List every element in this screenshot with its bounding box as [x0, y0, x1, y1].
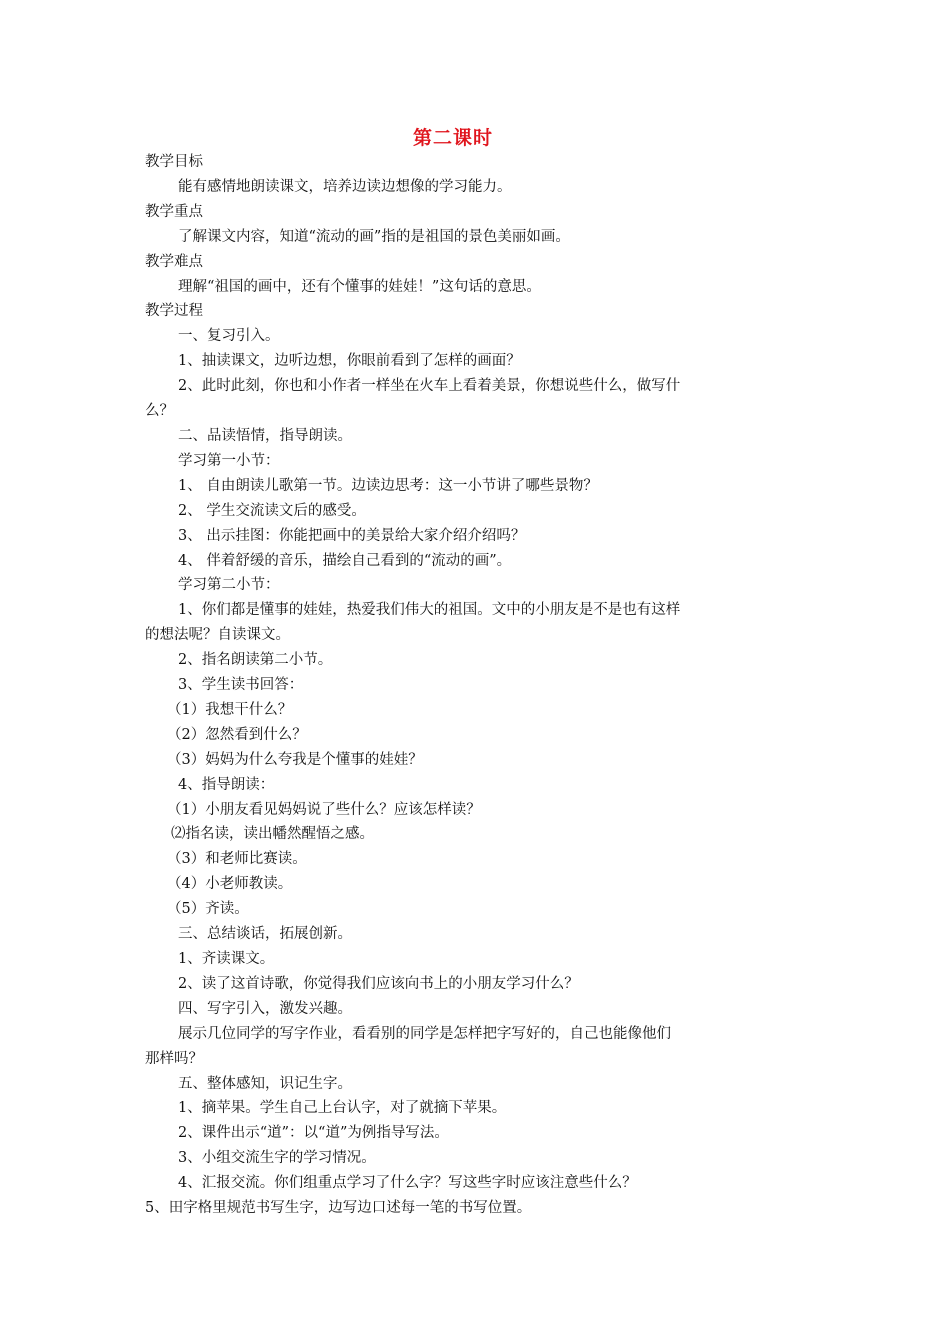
text-line: 四、写字引入，激发兴趣。 — [178, 1000, 352, 1017]
text-line: 1、 自由朗读儿歌第一节。边读边思考：这一小节讲了哪些景物？ — [178, 477, 598, 494]
text-line: 的想法呢？自读课文。 — [145, 627, 290, 644]
text-line: 么？ — [145, 403, 174, 420]
text-line: 一、复习引入。 — [178, 328, 280, 345]
text-line: （5）齐读。 — [167, 901, 249, 918]
text-line: 二、品读悟情，指导朗读。 — [178, 427, 352, 444]
document-title: 第二课时 — [412, 127, 493, 149]
text-line: 4、汇报交流。你们组重点学习了什么字？写这些字时应该注意些什么？ — [178, 1175, 637, 1192]
text-line: 3、 出示挂图：你能把画中的美景给大家介绍介绍吗？ — [178, 527, 526, 544]
text-line: （2）忽然看到什么？ — [167, 726, 307, 743]
text-line: 1、摘苹果。学生自己上台认字，对了就摘下苹果。 — [178, 1100, 507, 1117]
text-line: 教学难点 — [145, 253, 203, 270]
text-line: 1、你们都是懂事的娃娃，热爱我们伟大的祖国。文中的小朋友是不是也有这样 — [178, 602, 681, 619]
text-line: 2、读了这首诗歌，你觉得我们应该向书上的小朋友学习什么？ — [178, 975, 579, 992]
text-line: 2、指名朗读第二小节。 — [178, 652, 333, 669]
text-line: （3）妈妈为什么夸我是个懂事的娃娃？ — [167, 751, 423, 768]
text-line: （1）小朋友看见妈妈说了些什么？应该怎样读？ — [167, 801, 481, 818]
text-line: （3）和老师比赛读。 — [167, 851, 307, 868]
text-line: 那样吗？ — [145, 1050, 203, 1067]
text-line: 学习第一小节： — [178, 452, 280, 469]
text-line: 了解课文内容，知道“流动的画”指的是祖国的景色美丽如画。 — [178, 228, 570, 245]
text-line: 4、指导朗读： — [178, 776, 275, 793]
text-line: 1、齐读课文。 — [178, 951, 275, 967]
text-line: 学习第二小节： — [178, 577, 280, 594]
text-line: 5、田字格里规范书写生字，边写边口述每一笔的书写位置。 — [145, 1200, 532, 1217]
text-line: 三、总结谈话，拓展创新。 — [178, 926, 352, 943]
text-line: 理解“祖国的画中，还有个懂事的娃娃！”这句话的意思。 — [178, 278, 541, 295]
text-line: 2、 学生交流读文后的感受。 — [178, 502, 366, 519]
text-line: （1）我想干什么？ — [167, 701, 293, 718]
text-line: （4）小老师教读。 — [167, 876, 293, 893]
text-line: 教学目标 — [145, 154, 203, 170]
text-line: 展示几位同学的写字作业，看看别的同学是怎样把字写好的，自己也能像他们 — [178, 1025, 671, 1042]
text-line: 教学重点 — [145, 203, 203, 220]
text-line: 能有感情地朗读课文，培养边读边想像的学习能力。 — [178, 178, 512, 195]
text-line: 教学过程 — [145, 303, 203, 320]
text-line: 3、学生读书回答： — [178, 677, 304, 694]
text-line: ⑵指名读，读出幡然醒悟之感。 — [171, 826, 374, 843]
text-line: 4、 伴着舒缓的音乐，描绘自己看到的“流动的画”。 — [178, 552, 512, 569]
text-line: 3、小组交流生字的学习情况。 — [178, 1150, 376, 1167]
text-line: 2、课件出示“道”：以“道”为例指导写法。 — [178, 1125, 449, 1142]
text-line: 2、此时此刻，你也和小作者一样坐在火车上看着美景，你想说些什么，做写什 — [178, 378, 681, 395]
text-line: 1、抽读课文，边听边想，你眼前看到了怎样的画面？ — [178, 353, 521, 370]
document-body — [145, 150, 770, 1221]
text-line: 五、整体感知，识记生字。 — [178, 1075, 352, 1092]
